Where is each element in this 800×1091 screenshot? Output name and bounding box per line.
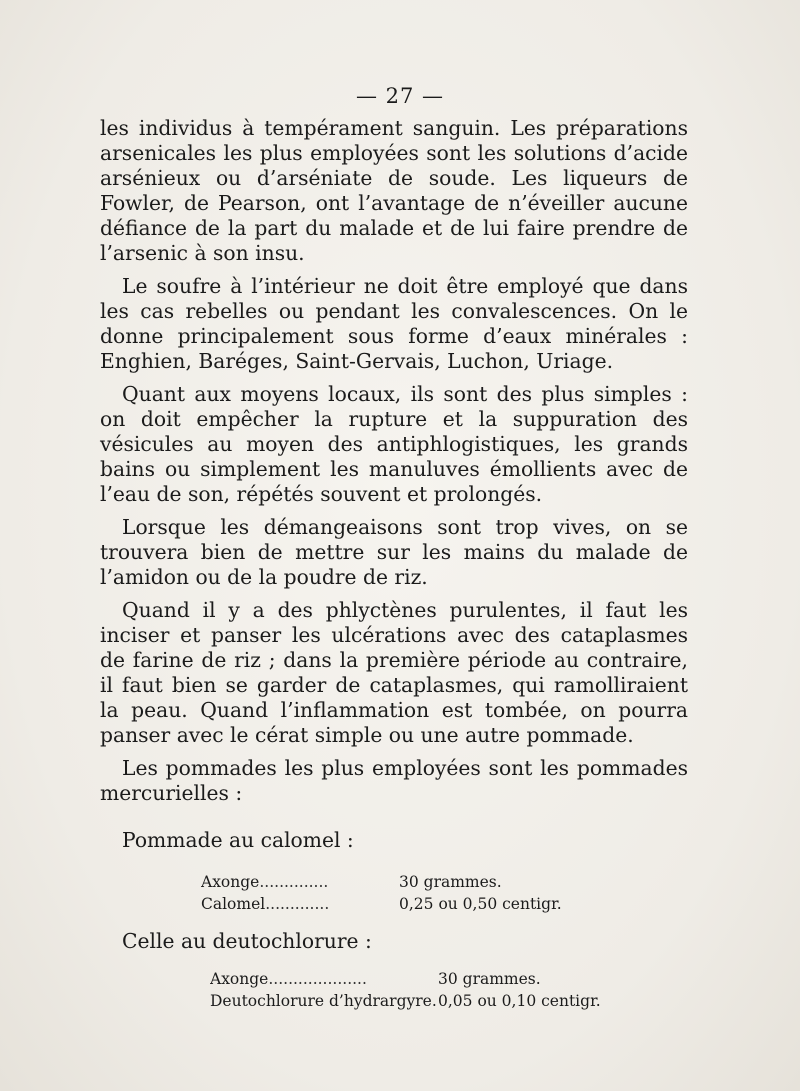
recipe-row — [100, 990, 688, 1012]
recipe-row — [100, 968, 688, 990]
deutochlorure-recipe — [100, 968, 688, 1012]
leader-dots: .................... — [268, 970, 367, 988]
paragraph-5: Quand il y a des phlyctènes purulentes, il faut les inciser et panser les ulcérations avec des cataplasmes de farine de riz ; dans la première période au contraire, il faut bien se garder de cataplasmes, qui ramolliraient la peau. Quand l’inflammation est tombée, on pourra panser avec le cérat simple ou une autre pommade. — [100, 598, 688, 747]
calomel-recipe-heading: Pommade au calomel : — [122, 828, 354, 852]
paragraph-2: Le soufre à l’intérieur ne doit être employé que dans les cas rebelles ou pendant les convalescences. On le donne principalement sous forme d’eaux minérales : Enghien, Baréges, Saint-Gervais, Luchon, Uriage. — [100, 274, 688, 373]
deutochlorure-recipe-heading: Celle au deutochlorure : — [122, 929, 372, 953]
leader-dots: ............. — [265, 895, 330, 913]
calomel-recipe — [100, 871, 688, 915]
ingredient-name: Calomel — [201, 895, 266, 913]
ingredient-name: Deutochlorure d’hydrargyre. — [210, 992, 437, 1010]
ingredient-name: Axonge — [210, 970, 269, 988]
paragraph-3: Quant aux moyens locaux, ils sont des plus simples : on doit empêcher la rupture et la suppuration des vésicules au moyen des antiphlogistiques, les grands bains ou simplement les manuluves émollients avec de l’eau de son, répétés souvent et prolongés. — [100, 382, 688, 506]
body-text — [100, 116, 688, 1012]
recipe-row — [100, 871, 688, 893]
ingredient-name: Axonge — [201, 873, 260, 891]
ingredient-quantity: 0,05 ou 0,10 centigr. — [438, 992, 601, 1010]
recipe-row — [100, 893, 688, 915]
ingredient-quantity: 0,25 ou 0,50 centigr. — [399, 895, 562, 913]
ingredient-quantity: 30 grammes. — [399, 873, 502, 891]
ingredient-quantity: 30 grammes. — [438, 970, 541, 988]
leader-dots: .............. — [259, 873, 329, 891]
paragraph-4: Lorsque les démangeaisons sont trop vives, on se trouvera bien de mettre sur les mains du malade de l’amidon ou de la poudre de riz. — [100, 515, 688, 589]
paragraph-1: les individus à tempérament sanguin. Les préparations arsenicales les plus employées sont les solutions d’acide arsénieux ou d’arséniate de soude. Les liqueurs de Fowler, de Pearson, ont l’avantage de n’éveiller aucune défiance de la part du malade et de lui faire prendre de l’arsenic à son insu. — [100, 116, 688, 265]
page-number: — 27 — — [355, 84, 445, 108]
paragraph-6: Les pommades les plus employées sont les pommades mercurielles : — [100, 756, 688, 805]
